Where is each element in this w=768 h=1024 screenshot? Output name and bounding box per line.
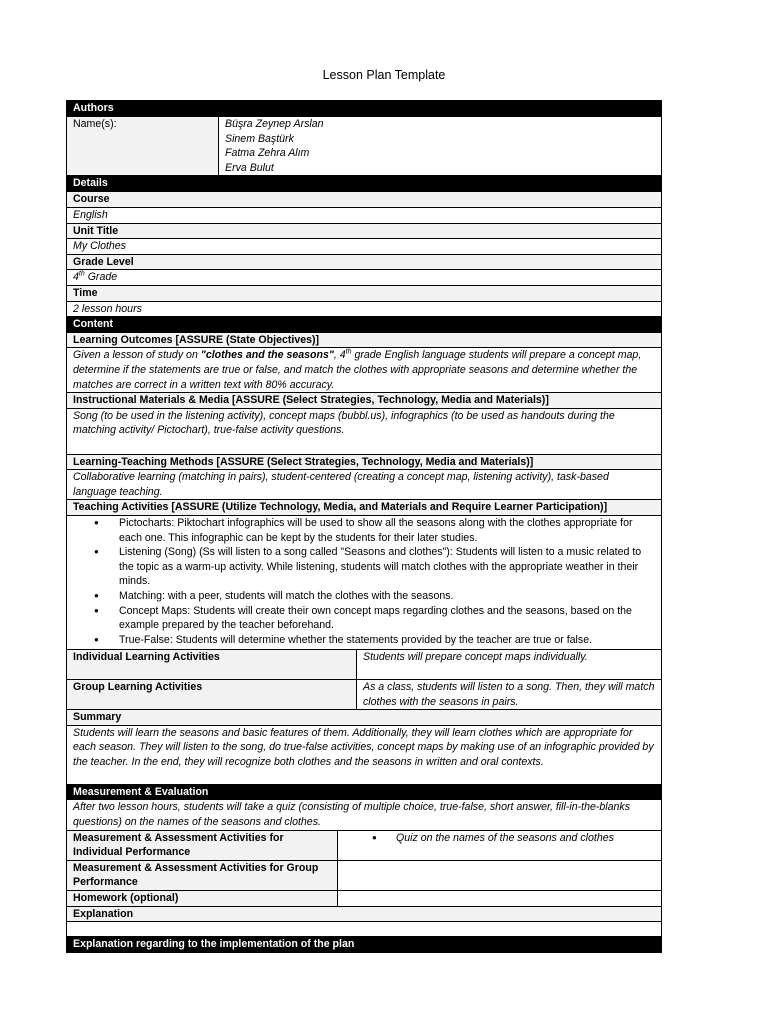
individual-assessment-label: Measurement & Assessment Activities for Individual Performance: [67, 830, 338, 860]
learning-outcomes-text: Given a lesson of study on "clothes and the seasons", 4th grade English language students will prepare a concept map, determine if the statements are true or false, and match the clothes with appropriate seasons and determine whether the matches are correct in a written text with 80% accuracy.: [67, 348, 662, 393]
materials-label: Instructional Materials & Media [ASSURE (Select Strategies, Technology, Media and Materials)]: [67, 393, 662, 409]
list-item: ● Quiz on the names of the seasons and clothes: [396, 831, 655, 846]
measurement-header: Measurement & Evaluation: [67, 784, 662, 800]
individual-assessment-value: [338, 830, 662, 860]
list-item: ● Listening (Song) (Ss will listen to a song called "Seasons and clothes"): Students will listen to a music related to the topic as a warm-up activity. While listening, students will match clothes with the appropriate weather in their minds.: [119, 545, 655, 589]
author-name: Fatma Zehra Alım: [225, 147, 310, 160]
methods-label: Learning-Teaching Methods [ASSURE (Select Strategies, Technology, Media and Materials)]: [67, 454, 662, 470]
group-activities-label: Group Learning Activities: [67, 680, 357, 710]
names-label: Name(s):: [67, 117, 219, 176]
course-label: Course: [67, 192, 662, 208]
list-item: ● True-False: Students will determine whether the statements provided by the teacher are true or false.: [119, 633, 655, 648]
summary-text: Students will learn the seasons and basic features of them. Additionally, they will learn clothes which are appropriate for each season. They will listen to the song, do true-false activities, concept maps by making use of an infographic provided by the teacher. In the end, they will recognize both clothes and the seasons in written and oral contexts.: [67, 725, 662, 784]
individual-activities-text: Students will prepare concept maps individually.: [357, 650, 662, 680]
content-header-row: [67, 317, 662, 333]
homework-value: [338, 891, 662, 907]
authors-row: [67, 117, 662, 176]
list-item: ● Pictocharts: Piktochart infographics will be used to show all the seasons along with the clothes appropriate for each one. This infographic can be kept by the students for their later studies.: [119, 516, 655, 545]
list-item: ● Matching: with a peer, students will match the clothes with the seasons.: [119, 589, 655, 604]
author-names: [219, 117, 662, 176]
implementation-header: Explanation regarding to the implementation of the plan: [67, 937, 662, 953]
time-value: 2 lesson hours: [67, 301, 662, 317]
list-item: ● Concept Maps: Students will create their own concept maps regarding clothes and the seasons, based on the example prepared by the teacher beforehand.: [119, 604, 655, 633]
author-name: Erva Bulut: [225, 161, 274, 174]
explanation-value: [67, 922, 662, 937]
teaching-activities-label: Teaching Activities [ASSURE (Utilize Technology, Media, and Materials and Require Learner Participation)]: [67, 500, 662, 516]
measurement-header-row: [67, 784, 662, 800]
methods-text: Collaborative learning (matching in pairs), student-centered (creating a concept map, listening activity), task-based language teaching.: [67, 470, 662, 500]
explanation-label: Explanation: [67, 906, 662, 922]
individual-activities-label: Individual Learning Activities: [67, 650, 357, 680]
learning-outcomes-label: Learning Outcomes [ASSURE (State Objectives)]: [67, 332, 662, 348]
group-activities-text: As a class, students will listen to a song. Then, they will match clothes with the seasons in pairs.: [357, 680, 662, 710]
authors-header-row: [67, 101, 662, 117]
author-name: Sinem Baştürk: [225, 132, 294, 145]
group-assessment-value: [338, 860, 662, 890]
grade-level-value: 4th Grade: [67, 270, 662, 286]
unit-title-label: Unit Title: [67, 223, 662, 239]
course-value: English: [67, 207, 662, 223]
author-name: Büşra Zeynep Arslan: [225, 118, 324, 130]
teaching-activities-list: [67, 516, 662, 650]
authors-header: Authors: [67, 101, 662, 117]
details-header: Details: [67, 176, 662, 192]
lesson-plan-table: [66, 100, 662, 953]
measurement-text: After two lesson hours, students will take a quiz (consisting of multiple choice, true-false, short answer, fill-in-the-blanks questions) on the names of the seasons and clothes.: [67, 800, 662, 830]
details-header-row: [67, 176, 662, 192]
group-assessment-label: Measurement & Assessment Activities for Group Performance: [67, 860, 338, 890]
document-title: Lesson Plan Template: [322, 68, 446, 82]
implementation-header-row: [67, 937, 662, 953]
homework-label: Homework (optional): [67, 891, 338, 907]
grade-level-label: Grade Level: [67, 254, 662, 270]
content-header: Content: [67, 317, 662, 333]
summary-label: Summary: [67, 710, 662, 726]
unit-title-value: My Clothes: [67, 239, 662, 255]
materials-text: Song (to be used in the listening activity), concept maps (bubbl.us), infographics (to be used as handouts during the matching activity/ Pictochart), true-false activity questions.: [67, 408, 662, 454]
time-label: Time: [67, 285, 662, 301]
